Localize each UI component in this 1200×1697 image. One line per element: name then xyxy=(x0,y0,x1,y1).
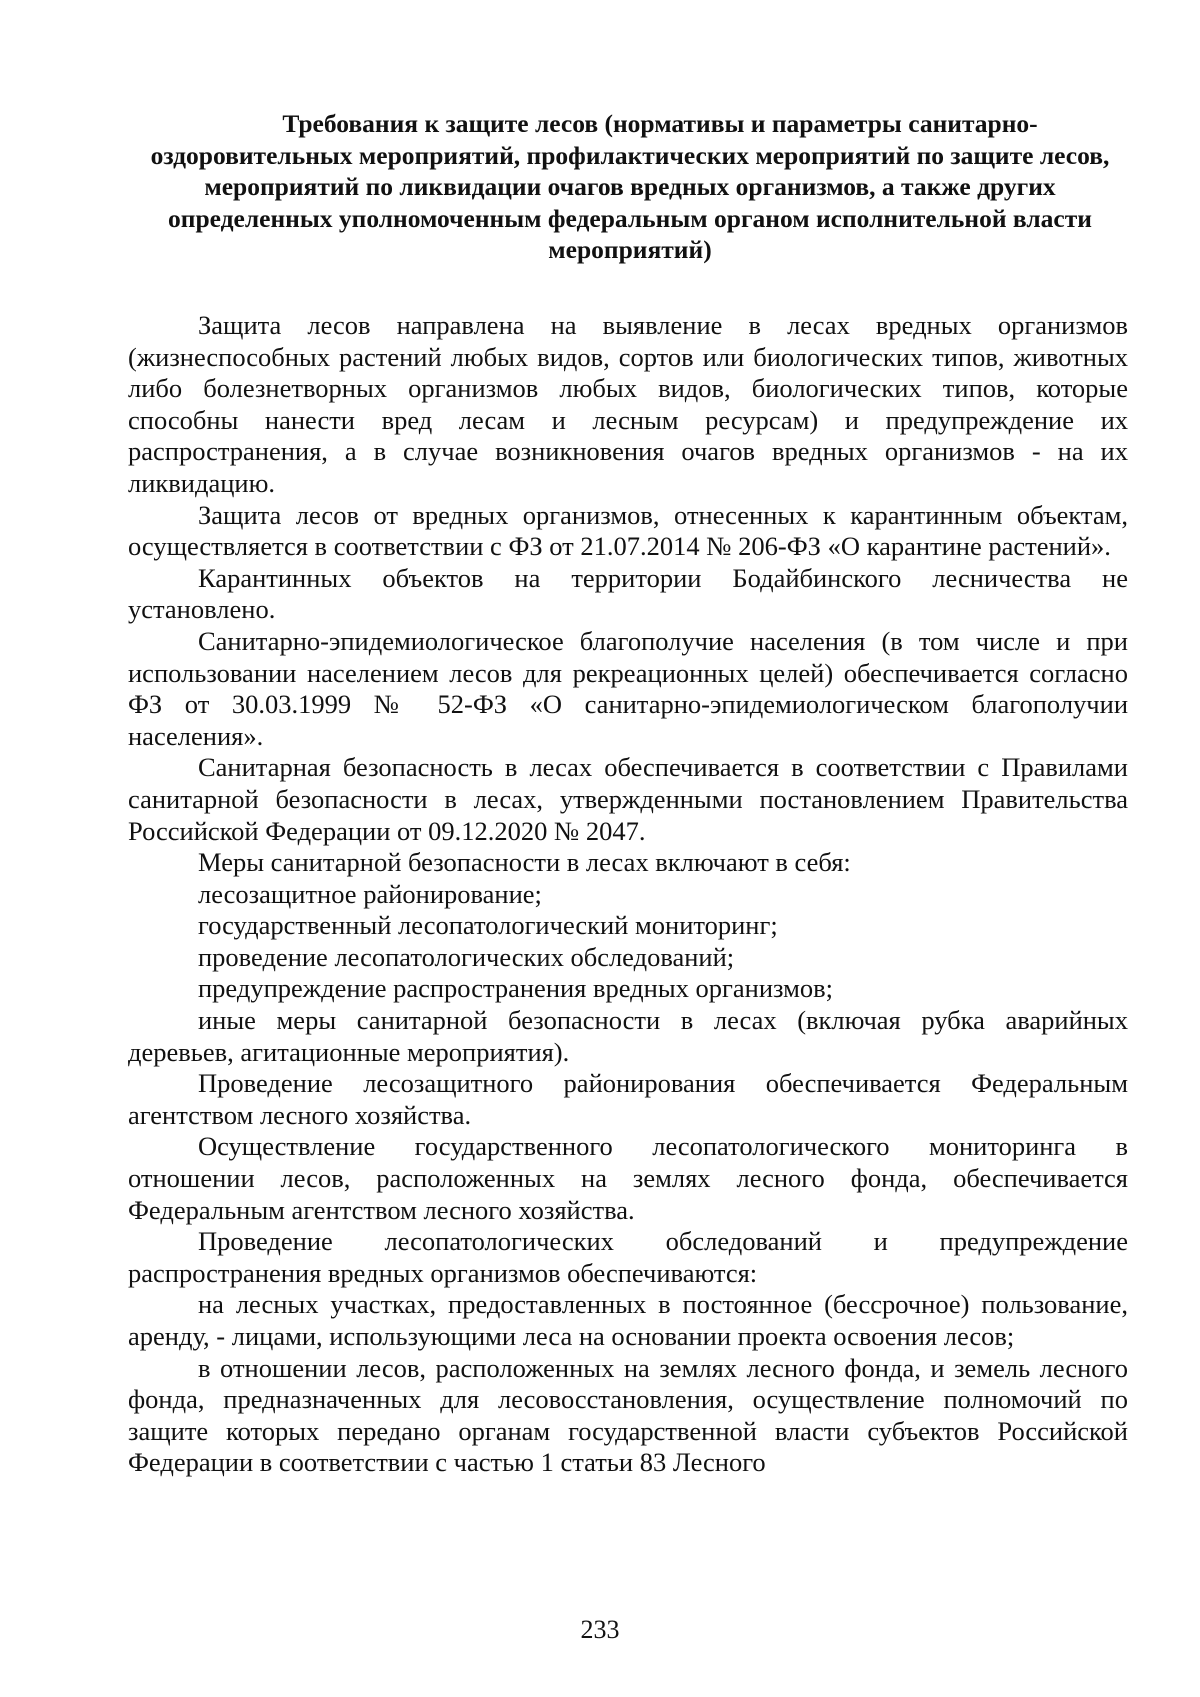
paragraph: Защита лесов направлена на выявление в лесах вредных организмов (жизнеспособных растений любых видов, сортов или биологических типов, животных либо болезнетворных организмов любых видов, биологических типов, которые способны нанести вред лесам и лесным ресурсам) и предупреждение их распространения, а в случае возникновения очагов вредных организмов - на их ликвидацию. xyxy=(128,310,1128,498)
body-text xyxy=(128,310,1128,1479)
paragraph: Санитарная безопасность в лесах обеспечивается в соответствии с Правилами санитарной безопасности в лесах, утвержденными постановлением Правительства Российской Федерации от 09.12.2020 № 2047. xyxy=(128,752,1128,846)
paragraph: в отношении лесов, расположенных на землях лесного фонда, и земель лесного фонда, предназначенных для лесовосстановления, осуществление полномочий по защите которых передано органам государственной власти субъектов Российской Федерации в соответствии с частью 1 статьи 83 Лесного xyxy=(128,1352,1128,1478)
list-item: лесозащитное районирование; xyxy=(198,878,542,909)
paragraph: на лесных участках, предоставленных в постоянное (бессрочное) пользование, аренду, - лицами, использующими леса на основании проекта освоения лесов; xyxy=(128,1289,1128,1351)
list-item: проведение лесопатологических обследований; xyxy=(198,941,735,972)
section-title: Требования к защите лесов (нормативы и параметры санитарно-оздоровительных мероприятий, профилактических мероприятий по защите лесов, мероприятий по ликвидации очагов вредных организмов, а также других определенных уполномоченным федеральным органом исполнительной власти мероприятий) xyxy=(150,109,1110,264)
paragraph: Осуществление государственного лесопатологического мониторинга в отношении лесов, расположенных на землях лесного фонда, обеспечивается Федеральным агентством лесного хозяйства. xyxy=(128,1131,1128,1225)
list-item: предупреждение распространения вредных организмов; xyxy=(198,973,833,1004)
paragraph: Меры санитарной безопасности в лесах включают в себя: xyxy=(198,847,851,878)
paragraph: Санитарно-эпидемиологическое благополучие населения (в том числе и при использовании населением лесов для рекреационных целей) обеспечивается согласно ФЗ от 30.03.1999 № 52-ФЗ «О санитарно-эпидемиологическом благополучии населения». xyxy=(128,625,1128,751)
list-item: иные меры санитарной безопасности в лесах (включая рубка аварийных деревьев, агитационные мероприятия). xyxy=(128,1005,1128,1067)
paragraph: Проведение лесозащитного районирования обеспечивается Федеральным агентством лесного хозяйства. xyxy=(128,1068,1128,1130)
paragraph: Проведение лесопатологических обследований и предупреждение распространения вредных организмов обеспечиваются: xyxy=(128,1226,1128,1288)
page-number: 233 xyxy=(580,1615,620,1644)
paragraph: Карантинных объектов на территории Бодайбинского лесничества не установлено. xyxy=(128,562,1128,625)
list-item: государственный лесопатологический мониторинг; xyxy=(198,910,778,941)
paragraph: Защита лесов от вредных организмов, отнесенных к карантинным объектам, осуществляется в соответствии с ФЗ от 21.07.2014 № 206-ФЗ «О карантине растений». xyxy=(128,499,1128,562)
